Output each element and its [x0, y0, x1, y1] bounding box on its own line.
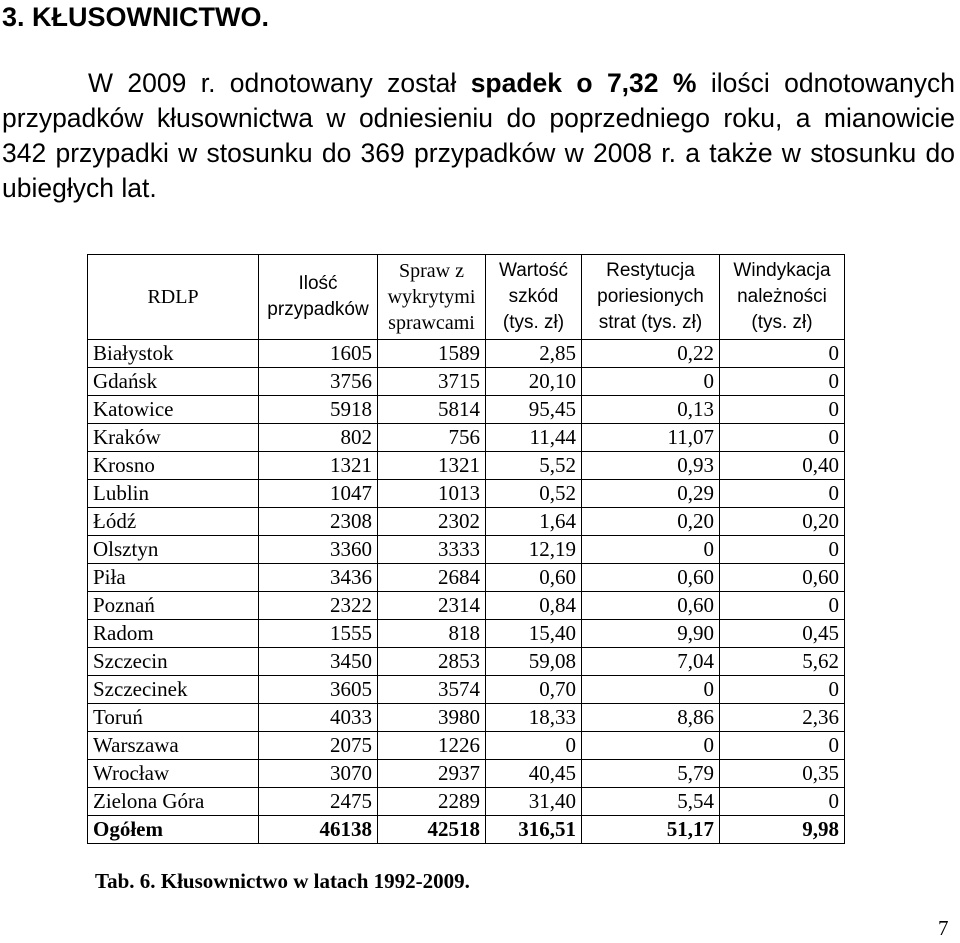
value-cell: 0,35 — [720, 760, 845, 788]
poaching-table — [87, 254, 845, 844]
table-row — [88, 648, 845, 676]
value-cell: 0 — [582, 676, 720, 704]
value-cell: 0,60 — [720, 564, 845, 592]
value-cell: 40,45 — [486, 760, 582, 788]
rdlp-name-cell: Wrocław — [88, 760, 259, 788]
rdlp-name-cell: Szczecin — [88, 648, 259, 676]
rdlp-name-cell: Olsztyn — [88, 536, 259, 564]
value-cell: 0,52 — [486, 480, 582, 508]
value-cell: 2289 — [378, 788, 486, 816]
value-cell: 9,90 — [582, 620, 720, 648]
table-total-row — [88, 816, 845, 844]
value-cell: 18,33 — [486, 704, 582, 732]
header-cases: Ilość przypadków — [259, 255, 378, 340]
table-row — [88, 452, 845, 480]
value-cell: 0 — [720, 480, 845, 508]
table-row — [88, 536, 845, 564]
value-cell: 5814 — [378, 396, 486, 424]
value-cell: 0 — [720, 592, 845, 620]
table-row — [88, 508, 845, 536]
rdlp-name-cell: Łódź — [88, 508, 259, 536]
value-cell: 51,17 — [582, 816, 720, 844]
value-cell: 2,85 — [486, 340, 582, 368]
table-row — [88, 788, 845, 816]
value-cell: 5918 — [259, 396, 378, 424]
value-cell: 818 — [378, 620, 486, 648]
rdlp-name-cell: Białystok — [88, 340, 259, 368]
rdlp-name-cell: Warszawa — [88, 732, 259, 760]
value-cell: 0 — [582, 536, 720, 564]
value-cell: 2308 — [259, 508, 378, 536]
table-caption: Tab. 6. Kłusownictwo w latach 1992-2009. — [95, 869, 470, 893]
value-cell: 0 — [720, 424, 845, 452]
page-number: 7 — [938, 916, 949, 940]
value-cell: 11,07 — [582, 424, 720, 452]
section-heading: 3. KŁUSOWNICTWO. — [2, 2, 269, 32]
rdlp-name-cell: Ogółem — [88, 816, 259, 844]
table-row — [88, 396, 845, 424]
value-cell: 1555 — [259, 620, 378, 648]
value-cell: 0,29 — [582, 480, 720, 508]
value-cell: 0,70 — [486, 676, 582, 704]
value-cell: 2853 — [378, 648, 486, 676]
value-cell: 802 — [259, 424, 378, 452]
value-cell: 2322 — [259, 592, 378, 620]
table-row — [88, 592, 845, 620]
value-cell: 0,22 — [582, 340, 720, 368]
rdlp-name-cell: Krosno — [88, 452, 259, 480]
rdlp-name-cell: Radom — [88, 620, 259, 648]
value-cell: 1226 — [378, 732, 486, 760]
value-cell: 4033 — [259, 704, 378, 732]
value-cell: 2314 — [378, 592, 486, 620]
value-cell: 5,54 — [582, 788, 720, 816]
table-row — [88, 620, 845, 648]
value-cell: 0 — [720, 676, 845, 704]
value-cell: 756 — [378, 424, 486, 452]
value-cell: 20,10 — [486, 368, 582, 396]
value-cell: 1321 — [378, 452, 486, 480]
value-cell: 0,13 — [582, 396, 720, 424]
value-cell: 0,45 — [720, 620, 845, 648]
table-row — [88, 480, 845, 508]
header-restitution: Restytucja poriesionych strat (tys. zł) — [582, 255, 720, 340]
value-cell: 3360 — [259, 536, 378, 564]
value-cell: 95,45 — [486, 396, 582, 424]
rdlp-name-cell: Poznań — [88, 592, 259, 620]
value-cell: 5,52 — [486, 452, 582, 480]
value-cell: 2475 — [259, 788, 378, 816]
value-cell: 316,51 — [486, 816, 582, 844]
value-cell: 9,98 — [720, 816, 845, 844]
value-cell: 8,86 — [582, 704, 720, 732]
value-cell: 2,36 — [720, 704, 845, 732]
value-cell: 0 — [486, 732, 582, 760]
rdlp-name-cell: Lublin — [88, 480, 259, 508]
rdlp-name-cell: Szczecinek — [88, 676, 259, 704]
value-cell: 2937 — [378, 760, 486, 788]
rdlp-name-cell: Zielona Góra — [88, 788, 259, 816]
value-cell: 0,93 — [582, 452, 720, 480]
paragraph-text-2: ilości odnotowanych przypadków kłusownictwa w odniesieniu do poprzedniego roku, a mianowicie 342 przypadki w stosunku do 369 przypadków w 2008 r. a także w stosunku do ubiegłych lat. — [2, 68, 955, 203]
value-cell: 0 — [720, 368, 845, 396]
value-cell: 0 — [720, 732, 845, 760]
table-row — [88, 732, 845, 760]
value-cell: 3980 — [378, 704, 486, 732]
table-header-row — [88, 255, 845, 340]
value-cell: 2684 — [378, 564, 486, 592]
header-solved-cases: Spraw z wykrytymi sprawcami — [378, 255, 486, 340]
value-cell: 1589 — [378, 340, 486, 368]
value-cell: 0 — [720, 788, 845, 816]
value-cell: 1605 — [259, 340, 378, 368]
value-cell: 0,60 — [582, 564, 720, 592]
value-cell: 0,60 — [582, 592, 720, 620]
value-cell: 3333 — [378, 536, 486, 564]
header-rdlp: RDLP — [88, 255, 259, 340]
paragraph-text-1: W 2009 r. odnotowany został — [88, 68, 471, 98]
value-cell: 46138 — [259, 816, 378, 844]
value-cell: 12,19 — [486, 536, 582, 564]
value-cell: 2302 — [378, 508, 486, 536]
value-cell: 0,84 — [486, 592, 582, 620]
intro-paragraph — [2, 66, 955, 206]
value-cell: 3715 — [378, 368, 486, 396]
value-cell: 15,40 — [486, 620, 582, 648]
value-cell: 0 — [720, 536, 845, 564]
value-cell: 11,44 — [486, 424, 582, 452]
table-row — [88, 760, 845, 788]
value-cell: 1047 — [259, 480, 378, 508]
value-cell: 3070 — [259, 760, 378, 788]
value-cell: 5,79 — [582, 760, 720, 788]
value-cell: 1,64 — [486, 508, 582, 536]
header-recovery: Windykacja należności (tys. zł) — [720, 255, 845, 340]
value-cell: 7,04 — [582, 648, 720, 676]
rdlp-name-cell: Piła — [88, 564, 259, 592]
value-cell: 0,40 — [720, 452, 845, 480]
value-cell: 3605 — [259, 676, 378, 704]
value-cell: 0,20 — [720, 508, 845, 536]
table-row — [88, 424, 845, 452]
value-cell: 3436 — [259, 564, 378, 592]
rdlp-name-cell: Katowice — [88, 396, 259, 424]
rdlp-name-cell: Gdańsk — [88, 368, 259, 396]
value-cell: 1013 — [378, 480, 486, 508]
value-cell: 5,62 — [720, 648, 845, 676]
table-row — [88, 564, 845, 592]
rdlp-name-cell: Kraków — [88, 424, 259, 452]
value-cell: 0 — [582, 368, 720, 396]
table-row — [88, 676, 845, 704]
value-cell: 3756 — [259, 368, 378, 396]
table-row — [88, 340, 845, 368]
value-cell: 59,08 — [486, 648, 582, 676]
table-row — [88, 368, 845, 396]
header-damage-value: Wartość szkód (tys. zł) — [486, 255, 582, 340]
value-cell: 0 — [720, 340, 845, 368]
value-cell: 3574 — [378, 676, 486, 704]
value-cell: 0 — [720, 396, 845, 424]
paragraph-bold-text: spadek o 7,32 % — [470, 68, 697, 98]
value-cell: 0,60 — [486, 564, 582, 592]
table-row — [88, 704, 845, 732]
value-cell: 0,20 — [582, 508, 720, 536]
value-cell: 2075 — [259, 732, 378, 760]
value-cell: 3450 — [259, 648, 378, 676]
value-cell: 1321 — [259, 452, 378, 480]
value-cell: 31,40 — [486, 788, 582, 816]
rdlp-name-cell: Toruń — [88, 704, 259, 732]
value-cell: 42518 — [378, 816, 486, 844]
value-cell: 0 — [582, 732, 720, 760]
